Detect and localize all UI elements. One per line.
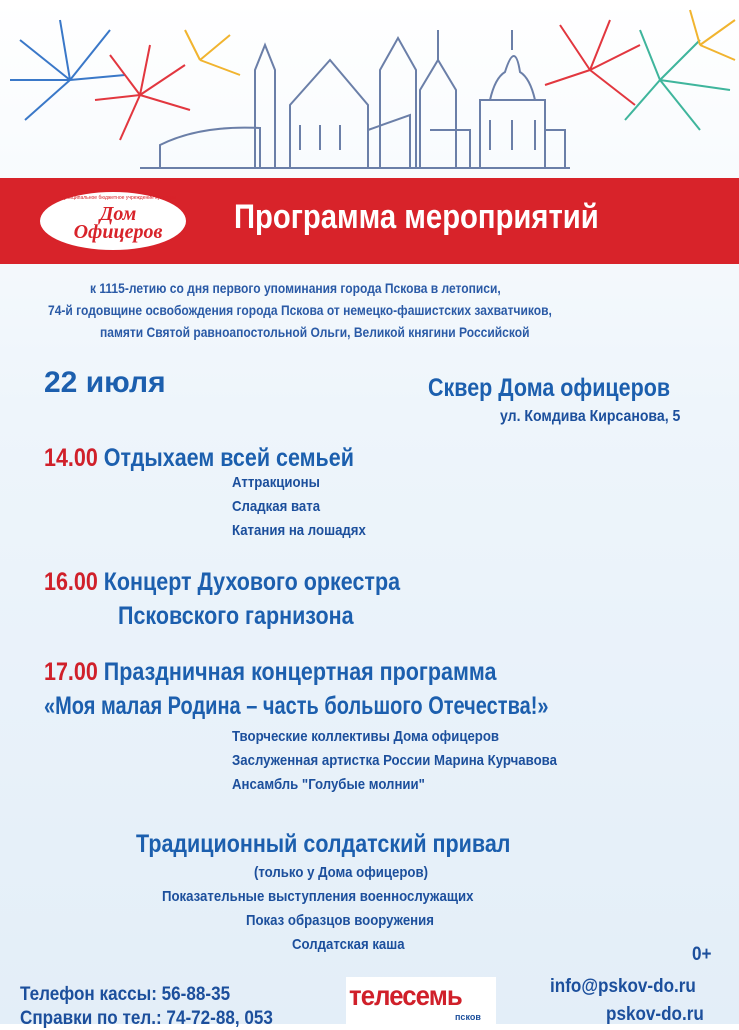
logo-line-1: Дом [99, 203, 137, 225]
subtitle-line-3: памяти Святой равноапостольной Ольги, Великой княгини Российской [100, 324, 530, 340]
venue-name: Сквер Дома офицеров [428, 374, 671, 402]
event-1-item-1: Аттракционы [232, 474, 320, 491]
privat-item-3: Солдатская каша [292, 936, 405, 953]
sponsor-logo-city: псков [455, 1012, 481, 1022]
privat-item-1: Показательные выступления военнослужащих [162, 888, 474, 905]
event-2-heading [44, 568, 400, 597]
venue-address: ул. Комдива Кирсанова, 5 [500, 408, 681, 425]
logo-text [58, 205, 178, 241]
sponsor-logo-text: телесемь [349, 980, 462, 1011]
event-1-item-3: Катания на лошадях [232, 522, 366, 539]
header-illustration [0, 0, 739, 178]
event-1-time: 14.00 [44, 444, 98, 472]
event-3-title-line-2: «Моя малая Родина – часть большого Отечества!» [44, 692, 549, 720]
event-date: 22 июля [44, 366, 166, 399]
age-rating-badge: 0+ [692, 944, 712, 965]
event-1-title: Отдыхаем всей семьей [103, 444, 354, 472]
subtitle-line-1: к 1115-летию со дня первого упоминания города Пскова в летописи, [90, 280, 501, 296]
firework-left [10, 20, 240, 140]
privat-note: (только у Дома офицеров) [254, 864, 428, 881]
event-2-title-line-2: Псковского гарнизона [118, 602, 354, 630]
event-2-title: Концерт Духового оркестра [103, 568, 401, 596]
kremlin-outline-icon [140, 30, 570, 168]
event-3-item-1: Творческие коллективы Дома офицеров [232, 728, 500, 745]
event-2-time: 16.00 [44, 568, 98, 596]
box-office-phone: Телефон кассы: 56-88-35 [20, 984, 231, 1005]
privat-title: Традиционный солдатский привал [136, 830, 511, 858]
website-link[interactable]: pskov-do.ru [606, 1004, 704, 1025]
page-title: Программа мероприятий [234, 198, 599, 236]
event-1-heading [44, 444, 354, 473]
logo-caption: Муниципальное бюджетное учреждение культуры [59, 195, 177, 201]
event-3-time: 17.00 [44, 658, 98, 686]
info-phone: Справки по тел.: 74-72-88, 053 [20, 1008, 273, 1029]
event-3-item-3: Ансамбль "Голубые молнии" [232, 776, 425, 793]
event-3-heading [44, 658, 496, 687]
event-1-item-2: Сладкая вата [232, 498, 321, 515]
subtitle-line-2: 74-й годовщине освобождения города Пскова от немецко-фашистских захватчиков, [48, 302, 552, 318]
privat-item-2: Показ образцов вооружения [246, 912, 434, 929]
firework-right [545, 10, 735, 130]
email-link[interactable]: info@pskov-do.ru [550, 976, 696, 997]
event-3-item-2: Заслуженная артистка России Марина Курчавова [232, 752, 557, 769]
logo-line-2: Офицеров [73, 221, 163, 243]
event-3-title: Праздничная концертная программа [103, 658, 497, 686]
